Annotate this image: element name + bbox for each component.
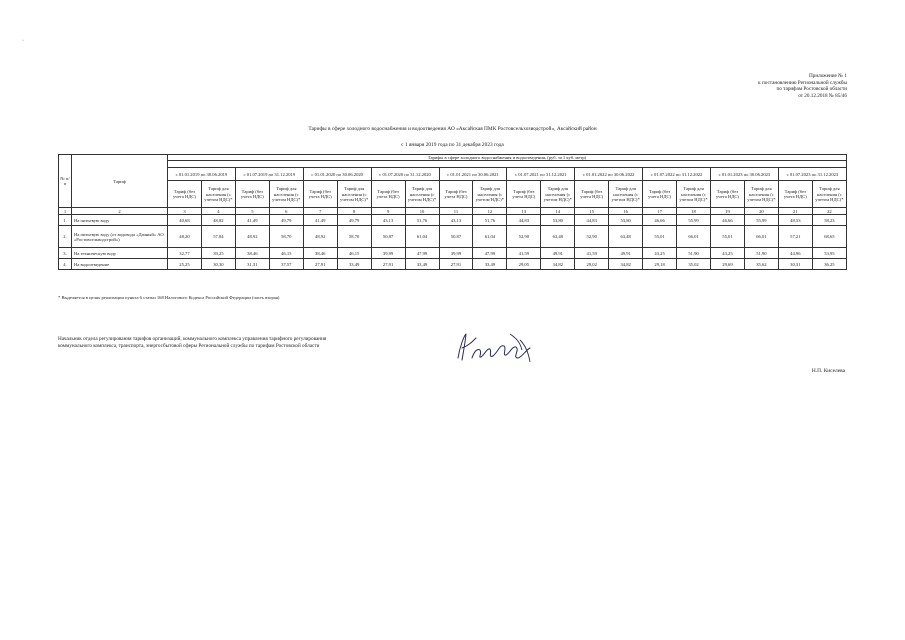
subheader-with-vat: Тариф для населения (с учетом НДС)* — [269, 181, 303, 208]
column-number: 18 — [677, 208, 711, 215]
row-number: 3. — [59, 248, 72, 259]
subheader-with-vat: Тариф для населения (с учетом НДС)* — [744, 181, 778, 208]
table-cell: 47,99 — [405, 248, 439, 259]
header-group: Тарифы в сфере холодного водоснабжения и водоотведения, (руб. за 1 куб. метр) — [168, 155, 847, 161]
subheader-with-vat: Тариф для населения (с учетом НДС)* — [609, 181, 643, 208]
table-cell: 34,82 — [609, 259, 643, 270]
column-number: 11 — [439, 208, 473, 215]
subheader-no-vat: Тариф (без учета НДС) — [778, 181, 812, 208]
subheader-no-vat: Тариф (без учета НДС) — [439, 181, 473, 208]
table-cell: 58,70 — [269, 226, 303, 248]
period-header: с 01.07.2021 по 31.12.2021 — [507, 168, 575, 181]
signer-name: Н.П. Киселева — [811, 368, 845, 374]
table-cell: 48,92 — [235, 226, 269, 248]
table-cell: 33,49 — [473, 259, 507, 270]
table-cell: 33,49 — [405, 259, 439, 270]
tariff-table — [58, 154, 847, 270]
subheader-with-vat: Тариф для населения (с учетом НДС)* — [812, 181, 846, 208]
table-cell: 29,05 — [507, 259, 541, 270]
table-cell: 41,49 — [303, 215, 337, 226]
table-row — [59, 226, 847, 248]
table-cell: 68,65 — [812, 226, 846, 248]
table-cell: 39,25 — [201, 248, 235, 259]
table-cell: 57,84 — [201, 226, 235, 248]
column-number: 13 — [507, 208, 541, 215]
table-cell: 31,31 — [235, 259, 269, 270]
row-name: На питьевую воду (от водовода «Дачный» АО «Ростовсельводстрой») — [72, 226, 168, 248]
table-cell: 53,80 — [609, 215, 643, 226]
column-number: 4 — [201, 208, 235, 215]
table-cell: 34,82 — [541, 259, 575, 270]
row-name: На водоотведение — [72, 259, 168, 270]
table-cell: 46,15 — [337, 248, 371, 259]
column-number: 8 — [337, 208, 371, 215]
subheader-no-vat: Тариф (без учета НДС) — [168, 181, 202, 208]
column-number: 1 — [59, 208, 72, 215]
period-header: с 01.01.2022 по 30.06.2022 — [575, 168, 643, 181]
table-cell: 53,95 — [812, 248, 846, 259]
table-cell: 51,90 — [677, 248, 711, 259]
table-cell: 43,25 — [711, 248, 745, 259]
table-cell: 44,83 — [507, 215, 541, 226]
table-row — [59, 215, 847, 226]
column-number: 12 — [473, 208, 507, 215]
table-cell: 46,66 — [711, 215, 745, 226]
table-cell: 43,13 — [439, 215, 473, 226]
appendix-line: Приложение № 1 — [809, 73, 847, 79]
table-cell: 66,01 — [677, 226, 711, 248]
period-header: с 01.01.2021 по 30.06.2021 — [439, 168, 507, 181]
table-cell: 30,31 — [778, 259, 812, 270]
header-no: № п/п — [59, 155, 72, 208]
table-cell: 30,30 — [201, 259, 235, 270]
column-number: 6 — [269, 208, 303, 215]
subheader-with-vat: Тариф для населения (с учетом НДС)* — [201, 181, 235, 208]
header-tariff: Тариф — [72, 155, 168, 208]
row-number: 1. — [59, 215, 72, 226]
table-cell: 48,53 — [778, 215, 812, 226]
table-cell: 40,68 — [168, 215, 202, 226]
appendix-line: к постановлению Региональной службы — [758, 79, 847, 86]
subheader-no-vat: Тариф (без учета НДС) — [303, 181, 337, 208]
subheader-no-vat: Тариф (без учета НДС) — [507, 181, 541, 208]
column-number: 22 — [812, 208, 846, 215]
table-cell: 43,25 — [643, 248, 677, 259]
table-cell: 55,01 — [711, 226, 745, 248]
subheader-no-vat: Тариф (без учета НДС) — [235, 181, 269, 208]
subheader-with-vat: Тариф для населения (с учетом НДС)* — [337, 181, 371, 208]
table-row — [59, 248, 847, 259]
handwritten-signature — [450, 328, 540, 373]
appendix-block — [758, 73, 847, 99]
table-cell: 61,04 — [473, 226, 507, 248]
margin-mark: · — [22, 38, 24, 44]
appendix-line: от 20.12.2018 № 85/46 — [798, 92, 847, 99]
subheader-with-vat: Тариф для населения (с учетом НДС)* — [677, 181, 711, 208]
document-period: с 1 января 2019 года по 31 декабря 2023 года — [401, 142, 504, 148]
period-header: с 01.07.2020 по 31.12.2020 — [371, 168, 439, 181]
table-cell: 44,83 — [575, 215, 609, 226]
table-cell: 66,01 — [744, 226, 778, 248]
table-cell: 49,91 — [541, 248, 575, 259]
row-name: На техническую воду — [72, 248, 168, 259]
subheader-with-vat: Тариф для населения (с учетом НДС)* — [541, 181, 575, 208]
period-header: с 01.01.2019 по 30.06.2019 — [168, 168, 236, 181]
table-cell: 48,92 — [303, 226, 337, 248]
table-cell: 52,90 — [575, 226, 609, 248]
table-cell: 41,59 — [575, 248, 609, 259]
row-name: На питьевую воду — [72, 215, 168, 226]
subheader-no-vat: Тариф (без учета НДС) — [643, 181, 677, 208]
table-cell: 51,90 — [744, 248, 778, 259]
table-cell: 44,96 — [778, 248, 812, 259]
header-spacer — [168, 161, 847, 168]
signer-position: Начальник отдела регулирования тарифов организаций, коммунального комплекса управления тарифного регулирования коммунального комплекса, транспорта, энергосбытовой сферы Региональной службы по тарифам Ростовской области — [58, 336, 327, 349]
table-cell: 38,46 — [303, 248, 337, 259]
period-header: с 01.01.2020 по 30.06.2020 — [303, 168, 371, 181]
column-number: 17 — [643, 208, 677, 215]
row-number: 2. — [59, 226, 72, 248]
table-cell: 61,04 — [405, 226, 439, 248]
table-cell: 43,13 — [371, 215, 405, 226]
table-cell: 41,49 — [235, 215, 269, 226]
column-number: 10 — [405, 208, 439, 215]
table-cell: 51,76 — [405, 215, 439, 226]
period-header: с 01.07.2022 по 31.12.2022 — [643, 168, 711, 181]
table-cell: 49,79 — [269, 215, 303, 226]
table-cell: 27,91 — [439, 259, 473, 270]
table-cell: 57,21 — [778, 226, 812, 248]
table-cell: 51,76 — [473, 215, 507, 226]
row-number: 4. — [59, 259, 72, 270]
document-title: Тарифы в сфере холодного водоснабжения и водоотведения АО «Аксайская ПМК Ростовсельхозводстрой», Аксайский район — [308, 126, 597, 132]
column-number: 5 — [235, 208, 269, 215]
table-cell: 41,59 — [507, 248, 541, 259]
table-cell: 29,02 — [575, 259, 609, 270]
table-cell: 46,15 — [269, 248, 303, 259]
table-cell: 48,20 — [168, 226, 202, 248]
table-cell: 27,91 — [371, 259, 405, 270]
column-number: 14 — [541, 208, 575, 215]
table-cell: 39,99 — [439, 248, 473, 259]
table-row — [59, 259, 847, 270]
table-cell: 29,18 — [643, 259, 677, 270]
period-header: с 01.01.2023 по 30.06.2023 — [711, 168, 779, 181]
table-cell: 39,99 — [371, 248, 405, 259]
table-cell: 49,79 — [337, 215, 371, 226]
table-cell: 33,49 — [337, 259, 371, 270]
column-number: 19 — [711, 208, 745, 215]
subheader-with-vat: Тариф для населения (с учетом НДС)* — [405, 181, 439, 208]
table-cell: 58,23 — [812, 215, 846, 226]
table-cell: 27,91 — [303, 259, 337, 270]
table-cell: 50,87 — [439, 226, 473, 248]
table-cell: 55,99 — [744, 215, 778, 226]
period-header: с 01.07.2023 по 31.12.2023 — [778, 168, 846, 181]
table-cell: 32,77 — [168, 248, 202, 259]
table-cell: 52,90 — [507, 226, 541, 248]
table-cell: 47,99 — [473, 248, 507, 259]
table-cell: 58,70 — [337, 226, 371, 248]
table-cell: 48,82 — [201, 215, 235, 226]
appendix-line: по тарифам Ростовской области — [776, 86, 847, 93]
subheader-no-vat: Тариф (без учета НДС) — [575, 181, 609, 208]
subheader-with-vat: Тариф для населения (с учетом НДС)* — [473, 181, 507, 208]
table-cell: 50,87 — [371, 226, 405, 248]
table-cell: 36,25 — [812, 259, 846, 270]
table-cell: 49,91 — [609, 248, 643, 259]
table-cell: 63,48 — [609, 226, 643, 248]
subheader-no-vat: Тариф (без учета НДС) — [371, 181, 405, 208]
table-cell: 35,02 — [677, 259, 711, 270]
table-cell: 63,48 — [541, 226, 575, 248]
table-cell: 53,80 — [541, 215, 575, 226]
column-number: 3 — [168, 208, 202, 215]
table-cell: 29,69 — [711, 259, 745, 270]
column-number: 2 — [72, 208, 168, 215]
table-cell: 25,25 — [168, 259, 202, 270]
column-number: 21 — [778, 208, 812, 215]
column-number: 20 — [744, 208, 778, 215]
table-cell: 46,66 — [643, 215, 677, 226]
table-cell: 35,62 — [744, 259, 778, 270]
table-cell: 37,57 — [269, 259, 303, 270]
footnote: * Выделяется в целях реализации пункта 6 статьи 168 Налогового Кодекса Российской Федерации (часть вторая) — [58, 295, 280, 300]
period-header: с 01.07.2019 по 31.12.2019 — [235, 168, 303, 181]
column-number: 7 — [303, 208, 337, 215]
column-number: 15 — [575, 208, 609, 215]
subheader-no-vat: Тариф (без учета НДС) — [711, 181, 745, 208]
table-cell: 55,99 — [677, 215, 711, 226]
table-cell: 38,46 — [235, 248, 269, 259]
column-number: 16 — [609, 208, 643, 215]
table-cell: 55,01 — [643, 226, 677, 248]
column-number: 9 — [371, 208, 405, 215]
